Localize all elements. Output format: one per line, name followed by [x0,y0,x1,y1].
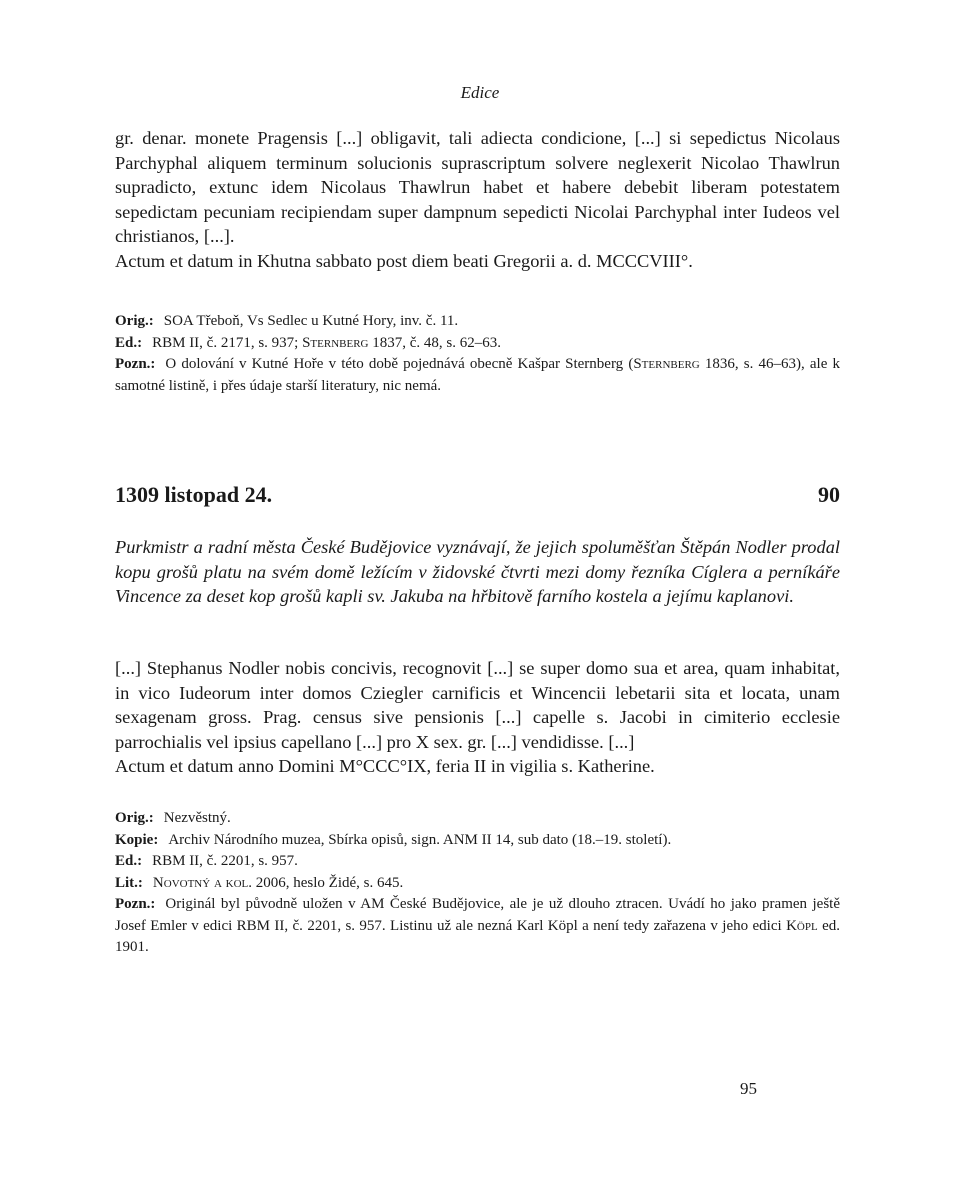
note-kopie: Kopie: Archiv Národního muzea, Sbírka opisů, sign. ANM II 14, sub dato (18.–19. století). [115,831,672,848]
note-pozn: Pozn.: Originál byl původně uložen v AM České Budějovice, ale je už dlouho ztracen. Uvádí ho jako pramen ještě Josef Emler v edici RBM II, č. 2201, s. 957. Listinu už ale nezná Karl Köpl a není tedy zařazena v jeho edici Köpl ed. 1901. [115,896,840,955]
entry-regest [115,535,840,609]
entry-heading [115,482,840,508]
note-orig: Orig.: SOA Třeboň, Vs Sedlec u Kutné Hory, inv. č. 11. [115,313,459,329]
previous-entry-notes [115,311,840,397]
running-header: Edice [460,83,500,102]
regest-text: Purkmistr a radní města České Budějovice vyznávají, že jejich spoluměšťan Štěpán Nodler prodal kopu grošů platu na svém domě ležícím v židovské čtvrti mezi domy řezníka Cíglera a perníkáře Vincence za deset kop grošů kapli sv. Jakuba na hřbitově farního kostela a jejímu kaplanovi. [115,537,840,606]
latin-text-dating: Actum et datum in Khutna sabbato post diem beati Gregorii a. d. MCCCVIII°. [115,250,693,271]
entry-date: 1309 listopad 24. [115,482,273,507]
previous-entry-text [115,126,840,273]
entry-number: 90 [818,482,840,507]
note-orig: Orig.: Nezvěstný. [115,810,231,826]
page-number: 95 [740,1079,757,1098]
note-ed: Ed.: RBM II, č. 2171, s. 937; Sternberg 1837, č. 48, s. 62–63. [115,334,501,351]
latin-text-paragraph: gr. denar. monete Pragensis [...] obligavit, tali adiecta condicione, [...] si sepedictus Nicolaus Parchyphal aliquem terminum solucionis suprascriptum solvere neglexerit Nicolao Thawlrun supradicto, extunc idem Nicolaus Thawlrun habet et habere debebit liberam potestatem sepedictam pecuniam recipiendam super dampnum sepedicti Nicolai Parchyphal inter Iudeos vel christianos, [...]. [115,128,840,246]
entry-notes [115,808,840,959]
latin-text-dating: Actum et datum anno Domini M°CCC°IX, feria II in vigilia s. Katherine. [115,756,655,776]
latin-text-paragraph: [...] Stephanus Nodler nobis concivis, recognovit [...] se super domo sua et area, quam inhabitat, in vico Iudeorum inter domos Cziegler carnificis et Wincencii lebetarii sita et locata, unam sexagenam gross. Prag. census sive pensionis [...] capelle s. Jacobi in cimiterio ecclesie parrochialis vel ipsius capellano [...] pro X sex. gr. [...] vendidisse. [...] [115,658,840,752]
note-lit: Lit.: Novotný a kol. 2006, heslo Židé, s. 645. [115,874,404,891]
entry-latin-text [115,656,840,779]
note-pozn: Pozn.: O dolování v Kutné Hoře v této době pojednává obecně Kašpar Sternberg (Sternberg 1836, s. 46–63), ale k samotné listině, i přes údaje starší literatury, nic nemá. [115,356,840,394]
note-ed: Ed.: RBM II, č. 2201, s. 957. [115,853,298,869]
